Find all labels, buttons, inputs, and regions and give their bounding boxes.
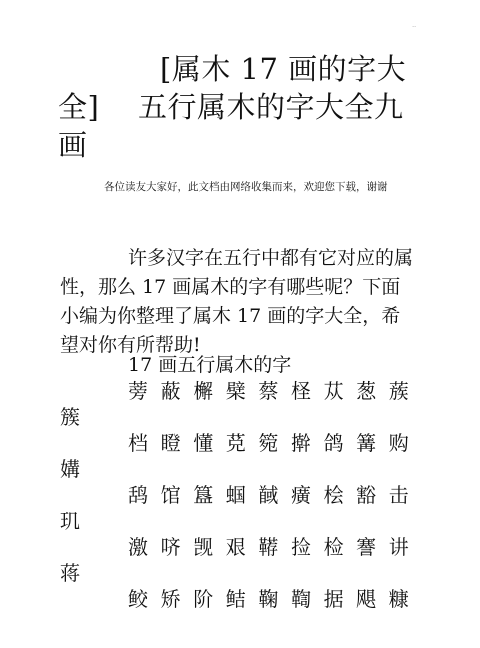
character: 糠: [388, 587, 409, 611]
character: 檞: [193, 379, 214, 403]
title-line-2: [58, 88, 418, 126]
character-row: [60, 534, 420, 586]
character: 馆: [160, 483, 181, 507]
character: 馘: [258, 483, 279, 507]
character: 矫: [160, 587, 181, 611]
document-title: [58, 50, 418, 164]
title-bracket: 全]: [58, 90, 100, 124]
character: 蔟: [388, 379, 409, 403]
character: 篝: [356, 431, 377, 455]
character: 哜: [160, 535, 181, 559]
character: 捡: [290, 535, 311, 559]
character-row: [60, 586, 420, 638]
character: 购: [388, 431, 409, 455]
character: 簋: [193, 483, 214, 507]
character: 懂: [193, 431, 214, 455]
character: 癀: [290, 483, 311, 507]
character: 桧: [323, 483, 344, 507]
character-row: [60, 378, 420, 430]
character: 謇: [356, 535, 377, 559]
character: 檗: [225, 379, 246, 403]
character: 鸽: [323, 431, 344, 455]
character: 鞠: [258, 587, 279, 611]
character-wrap: 蒋: [60, 561, 80, 585]
character: 蒡: [128, 379, 148, 403]
character: 蔽: [160, 379, 181, 403]
character-list: [60, 378, 420, 638]
intro-paragraph: 许多汉字在五行中都有它对应的属性，那么 17 画属木的字有哪些呢？下面小编为你整理了属木 17 画的字大全，希望对你有所帮助!: [60, 247, 414, 356]
character: 击: [388, 483, 409, 507]
character: 档: [128, 431, 148, 455]
character: 蔡: [258, 379, 279, 403]
character: 鞯: [258, 535, 279, 559]
character: 箢: [258, 431, 279, 455]
character-wrap: 媾: [60, 457, 80, 481]
character: 莌: [225, 431, 246, 455]
title-line-1: [属木 17 画的字大: [160, 52, 407, 86]
character: 豁: [356, 483, 377, 507]
character: 瞪: [160, 431, 181, 455]
character: 艰: [225, 535, 246, 559]
character: 检: [323, 535, 344, 559]
list-heading: 17 画五行属木的字: [128, 354, 292, 376]
title-line-3: 画: [58, 128, 88, 162]
character: 据: [323, 587, 344, 611]
character: 激: [128, 535, 148, 559]
character: 柽: [290, 379, 311, 403]
character-row: [60, 482, 420, 534]
character: 鞫: [290, 587, 311, 611]
character: 鲛: [128, 587, 148, 611]
character-row: [60, 430, 420, 482]
character: 飓: [356, 587, 377, 611]
character: 鸹: [128, 483, 148, 507]
character-wrap: 玑: [60, 509, 80, 533]
character: 阶: [193, 587, 214, 611]
title-line-2-rest: 五行属木的字大全九: [138, 90, 404, 124]
corner-mark: ..: [412, 22, 416, 29]
character: 鲒: [225, 587, 246, 611]
character-wrap: 簇: [60, 405, 80, 429]
character: 觊: [193, 535, 214, 559]
character: 葱: [356, 379, 377, 403]
greeting-text: 各位读友大家好，此文档由网络收集而来，欢迎您下载，谢谢: [104, 181, 388, 193]
character: 蝈: [225, 483, 246, 507]
character: 苁: [323, 379, 344, 403]
character: 擀: [290, 431, 311, 455]
character: 讲: [388, 535, 409, 559]
